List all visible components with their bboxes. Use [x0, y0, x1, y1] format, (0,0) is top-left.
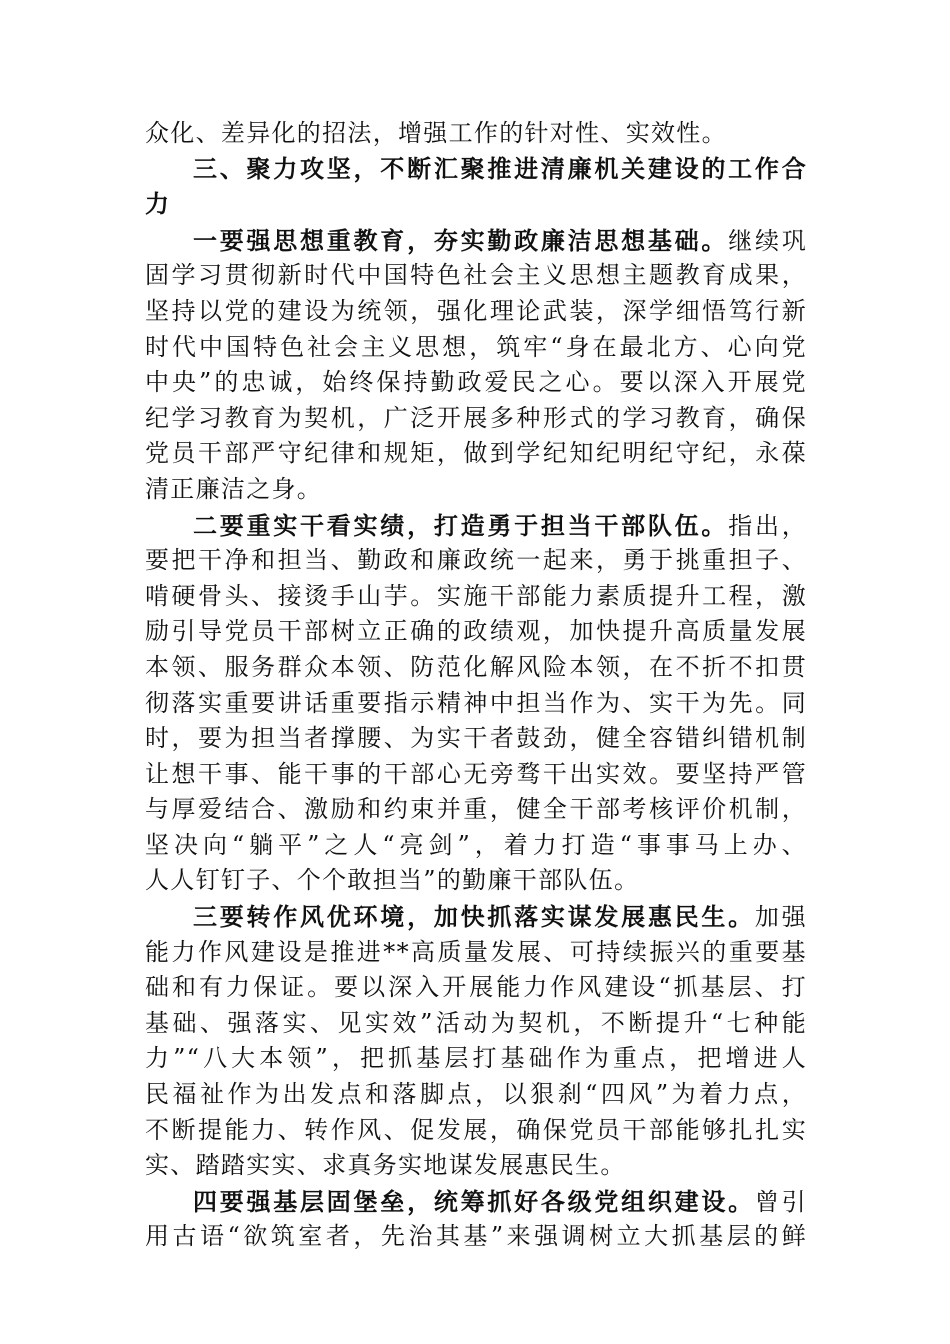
- body-text-line: [145, 543, 807, 579]
- body-text-line: [145, 650, 807, 686]
- paragraph-lead-phrase: 四要强基层固堡垒，统筹抓好各级党组织建设。: [193, 1186, 755, 1216]
- line-text: 实、踏踏实实、求真务实地谋发展惠民生。: [145, 1151, 626, 1180]
- line-text: 人人钉钉子、个个敢担当”的勤廉干部队伍。: [145, 866, 640, 895]
- body-text-line: [145, 258, 807, 294]
- line-text: 时，要为担当者撑腰、为实干者鼓劲，健全容错纠错机制: [145, 724, 807, 753]
- body-text-line: [145, 899, 807, 935]
- body-text-line: [145, 863, 807, 899]
- body-text-line: [145, 436, 807, 472]
- body-text-line: [145, 1148, 807, 1184]
- body-text-line: [145, 970, 807, 1006]
- body-text-line: [145, 116, 807, 152]
- line-text: 与厚爱结合、激励和约束并重，健全干部考核评价机制，: [145, 795, 807, 824]
- body-text-line: [145, 1113, 807, 1149]
- line-text: 民福祉作为出发点和落脚点，以狠刹“四风”为着力点，: [145, 1080, 807, 1109]
- body-text-line: [145, 1184, 807, 1220]
- body-text-line: [145, 614, 807, 650]
- body-text-line: [145, 792, 807, 828]
- body-text-line: [145, 1041, 807, 1077]
- line-text: 让想干事、能干事的干部心无旁骛干出实效。要坚持严管: [145, 759, 807, 788]
- body-text-line: [145, 330, 807, 366]
- body-text-line: [145, 1219, 807, 1255]
- body-text-line: [145, 579, 807, 615]
- body-text-line: [145, 1077, 807, 1113]
- line-text: 继续巩: [728, 226, 808, 255]
- line-text: 励引导党员干部树立正确的政绩观，加快提升高质量发展: [145, 617, 807, 646]
- body-text-line: [145, 1006, 807, 1042]
- body-text-line: [145, 828, 807, 864]
- line-text: 指出，: [728, 511, 808, 540]
- line-text: 清正廉洁之身。: [145, 474, 323, 503]
- body-text-line: [145, 365, 807, 401]
- body-text-line: [145, 686, 807, 722]
- body-text-line: [145, 223, 807, 259]
- document-page: [145, 116, 807, 1255]
- line-text: 党员干部严守纪律和规矩，做到学纪知纪明纪守纪，永葆: [145, 439, 807, 468]
- line-text: 中央”的忠诚，始终保持勤政爱民之心。要以深入开展党: [145, 368, 807, 397]
- line-text: 时代中国特色社会主义思想，筑牢“身在最北方、心向党: [145, 332, 807, 361]
- line-text: 不断提能力、转作风、促发展，确保党员干部能够扎扎实: [145, 1115, 807, 1144]
- paragraph-lead-phrase: 一要强思想重教育，夯实勤政廉洁思想基础。: [193, 225, 729, 255]
- line-text: 固学习贯彻新时代中国特色社会主义思想主题教育成果，: [145, 261, 807, 290]
- line-text: 加强: [754, 903, 807, 932]
- line-text: 本领、服务群众本领、防范化解风险本领，在不折不扣贯: [145, 652, 807, 681]
- body-text-line: [145, 935, 807, 971]
- body-text-line: [145, 472, 807, 508]
- line-text: 曾引: [754, 1187, 807, 1216]
- line-text: 础和有力保证。要以深入开展能力作风建设“抓基层、打: [145, 973, 807, 1002]
- line-text: 啃硬骨头、接烫手山芋。实施干部能力素质提升工程，激: [145, 581, 807, 610]
- line-text: 纪学习教育为契机，广泛开展多种形式的学习教育，确保: [145, 403, 807, 432]
- line-text: 众化、差异化的招法，增强工作的针对性、实效性。: [145, 119, 727, 147]
- section-heading-line: [145, 187, 807, 223]
- line-text: 力: [145, 190, 171, 219]
- body-text-line: [145, 294, 807, 330]
- line-text: 用古语“欲筑室者，先治其基”来强调树立大抓基层的鲜: [145, 1222, 807, 1251]
- section-heading-line: [145, 152, 807, 188]
- paragraph-lead-phrase: 三要转作风优环境，加快抓落实谋发展惠民生。: [193, 902, 755, 932]
- line-text: 能力作风建设是推进**高质量发展、可持续振兴的重要基: [145, 937, 807, 966]
- line-text: 坚决向“躺平”之人“亮剑”，着力打造“事事马上办、: [145, 830, 807, 859]
- line-text: 坚持以党的建设为统领，强化理论武装，深学细悟笃行新: [145, 296, 807, 325]
- body-text-line: [145, 757, 807, 793]
- paragraph-lead-phrase: 二要重实干看实绩，打造勇于担当干部队伍。: [193, 510, 729, 540]
- body-text-line: [145, 721, 807, 757]
- line-text: 要把干净和担当、勤政和廉政统一起来，勇于挑重担子、: [145, 546, 807, 575]
- line-text: 彻落实重要讲话重要指示精神中担当作为、实干为先。同: [145, 688, 807, 717]
- body-text-line: [145, 401, 807, 437]
- body-text-line: [145, 508, 807, 544]
- line-text: 力”“八大本领”，把抓基层打基础作为重点，把增进人: [145, 1044, 807, 1073]
- line-text: 基础、强落实、见实效”活动为契机，不断提升“七种能: [145, 1008, 807, 1037]
- line-text: 三、聚力攻坚，不断汇聚推进清廉机关建设的工作合: [193, 154, 807, 183]
